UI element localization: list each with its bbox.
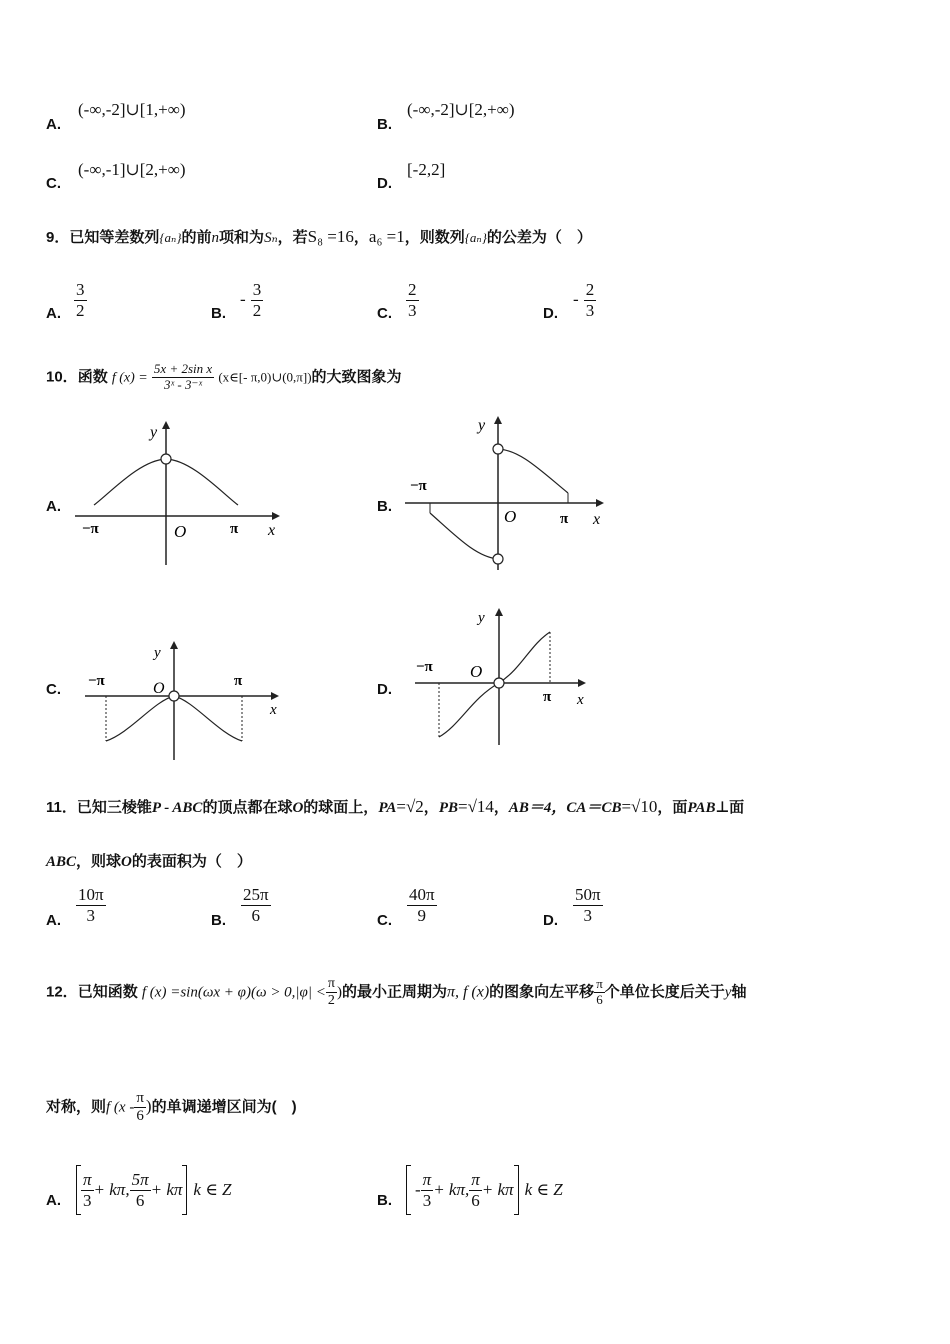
q9-option-c-value: $\frac{2}{3}$ (408, 280, 417, 320)
neg-pi-label: −π (410, 478, 427, 494)
q8-option-a-text: (-∞,-2]∪[1,+∞) (78, 100, 186, 119)
q10-option-c-label: C. (46, 681, 61, 698)
axis-x-label: x (593, 511, 601, 528)
q9-option-b-label: B. (211, 305, 226, 322)
question-11-stem-line2: ABC，则球O的表面积为（ ） (46, 853, 252, 870)
q11-option-d-label: D. (543, 912, 558, 929)
axis-y-label: y (154, 645, 161, 661)
pi-label: π (543, 689, 552, 705)
q9-option-c-label: C. (377, 305, 392, 322)
q9-option-d-label: D. (543, 305, 558, 322)
question-12-stem-line2: 对称，则f (x - $\frac{\pi}{6}$ )的单调递增区间为( ) (46, 1090, 297, 1125)
origin-label: O (470, 662, 483, 681)
q10-option-a-label: A. (46, 498, 61, 515)
origin-label: O (504, 507, 517, 526)
q9-option-a-value: $\frac{3}{2}$ (76, 280, 85, 320)
q11-option-c-label: C. (377, 912, 392, 929)
q11-option-a-value: $\frac{10\pi}{3}$ (78, 885, 104, 925)
q11-option-b-value: $\frac{25\pi}{6}$ (243, 885, 269, 925)
q10-graph-b (400, 410, 615, 580)
q8-option-a-label: A. (46, 116, 61, 133)
q8-option-c-text: (-∞,-1]∪[2,+∞) (78, 160, 186, 179)
axis-x-label: x (577, 692, 584, 708)
neg-pi-label: −π (416, 659, 433, 675)
q8-option-b-label: B. (377, 116, 392, 133)
pi-label: π (560, 511, 569, 527)
axis-x-label: x (268, 522, 276, 539)
q9-number: 9． (46, 229, 70, 246)
q10-option-d-label: D. (377, 681, 392, 698)
origin-label: O (153, 680, 165, 697)
q12-option-a-label: A. (46, 1192, 61, 1209)
axis-x-label: x (270, 702, 277, 718)
q8-option-d-text: [-2,2] (407, 160, 446, 179)
q8-option-c-label: C. (46, 175, 61, 192)
q11-option-b-label: B. (211, 912, 226, 929)
q9-option-d-value: - $\frac{2}{3}$ (573, 280, 595, 320)
q12-option-a-value: $\frac{\pi}{3}$ + kπ, $\frac{5\pi}{6}$ + kπ k ∈ Z (76, 1163, 232, 1217)
q12-option-b-label: B. (377, 1192, 392, 1209)
q11-option-d-value: $\frac{50\pi}{3}$ (575, 885, 601, 925)
neg-pi-label: −π (82, 521, 99, 537)
question-12-stem-line1: 12．已知函数 f (x) =sin(ωx + φ)(ω > 0,|φ| < $\frac{\pi}{2}$ )的最小正周期为π, f (x)的图象向左平移 $\frac{\pi}{6}$ 个单位长度后关于y轴 (46, 976, 747, 1009)
neg-pi-label: −π (88, 673, 105, 689)
pi-label: π (234, 673, 243, 689)
axis-y-label: y (478, 610, 485, 626)
pi-label: π (230, 521, 239, 537)
q12-option-b-value: - $\frac{\pi}{3}$ + kπ, $\frac{\pi}{6}$ + kπ k ∈ Z (406, 1163, 563, 1217)
q9-option-b-value: - $\frac{3}{2}$ (240, 280, 262, 320)
question-10-stem: 10．函数 f (x) = $\frac{\text{5x + 2sin x}}{\text{3ˣ - 3⁻ˣ}}$ (x∈[- π,0)∪(0,π])的大致图象为 (46, 361, 402, 392)
axis-y-label: y (150, 424, 158, 441)
q11-option-a-label: A. (46, 912, 61, 929)
question-9-stem: 9．已知等差数列{aₙ}的前n项和为Sₙ，若S₈ =16，a₆ =1，则数列{aₙ}的公差为（ ） (46, 227, 592, 246)
q10-graph-d (410, 600, 600, 750)
q10-graph-a (70, 415, 290, 575)
q8-option-d-label: D. (377, 175, 392, 192)
q8-option-b-text: (-∞,-2]∪[2,+∞) (407, 100, 515, 119)
q9-option-a-label: A. (46, 305, 61, 322)
origin-label: O (174, 522, 187, 541)
q10-option-b-label: B. (377, 498, 392, 515)
question-11-stem-line1: 11．已知三棱锥P - ABC的顶点都在球O的球面上，PA=√2，PB=√14，AB＝4，CA＝CB=√10，面PAB⊥面 (46, 797, 745, 816)
q11-option-c-value: $\frac{40\pi}{9}$ (409, 885, 435, 925)
axis-y-label: y (478, 417, 486, 434)
q10-graph-c (80, 635, 290, 765)
